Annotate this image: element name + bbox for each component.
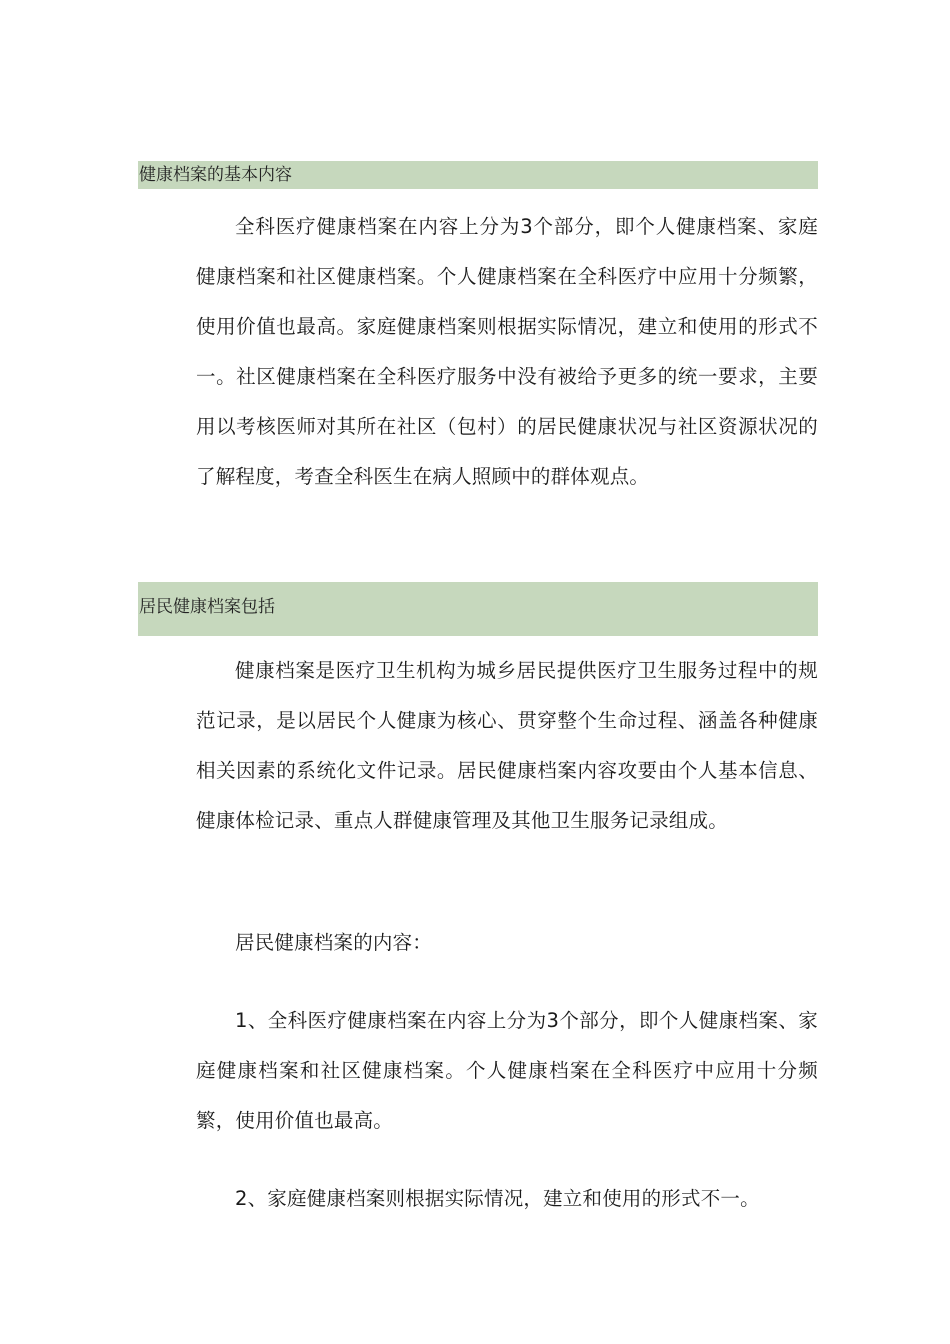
section-heading-text: 居民健康档案包括	[139, 597, 275, 617]
paragraph-list-item-2: 2、家庭健康档案则根据实际情况，建立和使用的形式不一。	[235, 1187, 760, 1210]
paragraph-list-item-1: 1、全科医疗健康档案在内容上分为3个部分，即个人健康档案、家庭健康档案和社区健康档案。个人健康档案在全科医疗中应用十分频繁，使用价值也最高。	[196, 1009, 818, 1132]
section-heading-text: 健康档案的基本内容	[139, 165, 292, 185]
paragraph-resident-records-definition: 健康档案是医疗卫生机构为城乡居民提供医疗卫生服务过程中的规范记录，是以居民个人健康为核心、贯穿整个生命过程、涵盖各种健康相关因素的系统化文件记录。居民健康档案内容攻要由个人基本信息、健康体检记录、重点人群健康管理及其他卫生服务记录组成。	[196, 659, 818, 832]
paragraph-basic-content: 全科医疗健康档案在内容上分为3个部分，即个人健康档案、家庭健康档案和社区健康档案。个人健康档案在全科医疗中应用十分频繁，使用价值也最高。家庭健康档案则根据实际情况，建立和使用的形式不一。社区健康档案在全科医疗服务中没有被给予更多的统一要求，主要用以考核医师对其所在社区（包村）的居民健康状况与社区资源状况的了解程度，考查全科医生在病人照顾中的群体观点。	[196, 215, 818, 488]
section-heading-resident-records	[138, 582, 818, 636]
paragraph-resident-records-intro: 居民健康档案的内容：	[235, 931, 433, 954]
section-heading-basic-content	[138, 161, 818, 189]
